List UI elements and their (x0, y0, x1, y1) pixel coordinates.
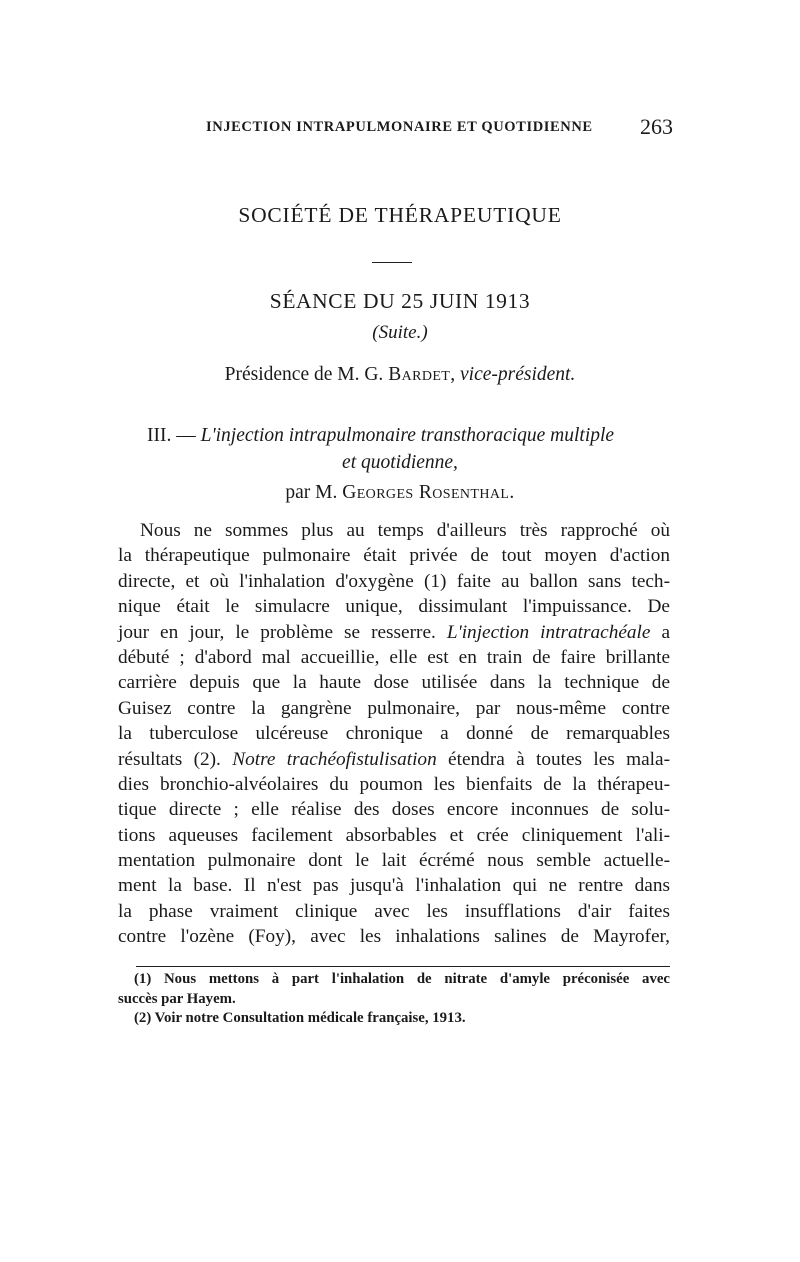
body-line: nique était le simulacre unique, dissimulant l'impuissance. De (118, 596, 670, 618)
body-line: tions aqueuses facilement absorbables et crée cliniquement l'ali- (118, 824, 670, 846)
body-line: Guisez contre la gangrène pulmonaire, par nous-même contre (118, 697, 670, 719)
running-header (118, 112, 673, 142)
body-line (118, 747, 670, 772)
footnotes (118, 970, 670, 1029)
presidency-line: Présidence de M. G. Bardet, vice-président. (224, 364, 576, 385)
body-line: tique directe ; elle réalise des doses encore inconnues de solu- (118, 799, 670, 821)
body-line-segment: a (661, 621, 671, 643)
running-title: INJECTION INTRAPULMONAIRE ET QUOTIDIENNE (206, 119, 593, 135)
body-line-segment: étendra à toutes les mala- (448, 748, 670, 770)
emphasis-tracheofistulisation: Notre trachéofistulisation (232, 748, 437, 770)
footnote-1-line-1: (1) Nous mettons à part l'inhalation de nitrate d'amyle préconisée avec (134, 971, 670, 987)
body-line: contre l'ozène (Foy), avec les inhalations salines de Mayrofer, (118, 926, 670, 948)
body-line: mentation pulmonaire dont le lait écrémé nous semble actuelle- (118, 850, 670, 872)
body-line: la tuberculose ulcéreuse chronique a donné de remarquables (118, 723, 670, 745)
article-title-text-1: L'injection intrapulmonaire transthoracique multiple (200, 425, 615, 446)
body-line-segment: jour en jour, le problème se resserre. (118, 621, 436, 643)
section-divider (372, 262, 412, 263)
body-line: la phase vraiment clinique avec les insufflations d'air faites (118, 900, 670, 922)
author-prefix: par M. (285, 482, 343, 503)
session-continued: (Suite.) (372, 322, 428, 343)
society-heading: SOCIÉTÉ DE THÉRAPEUTIQUE (238, 203, 562, 227)
body-line: débuté ; d'abord mal accueillie, elle est en train de faire brillante (118, 646, 670, 668)
emphasis-intratracheale: L'injection intratrachéale (446, 621, 651, 643)
body-line: la thérapeutique pulmonaire était privée de tout moyen d'action (118, 545, 670, 567)
article-title (120, 422, 680, 476)
body-line: directe, et où l'inhalation d'oxygène (1) faite au ballon sans tech- (118, 570, 670, 592)
presidency-prefix: Présidence de M. G. (224, 364, 389, 385)
footnote-2: (2) Voir notre Consultation médicale française, 1913. (134, 1010, 466, 1026)
author-name: Georges Rosenthal. (342, 482, 515, 503)
president-name: Bardet (388, 364, 451, 385)
author-line (0, 478, 800, 508)
body-line: carrière depuis que la haute dose utilisée dans la technique de (118, 672, 670, 694)
footnote-divider (136, 966, 670, 967)
body-line (118, 620, 670, 645)
article-title-line-2: et quotidienne, (342, 452, 458, 473)
body-line-segment: résultats (2). (118, 748, 221, 770)
body-line: ment la base. Il n'est pas jusqu'à l'inhalation qui ne rentre dans (118, 875, 670, 897)
session-heading: SÉANCE DU 25 JUIN 1913 (269, 289, 531, 313)
footnote-1-line-2: succès par Hayem. (118, 990, 236, 1007)
body-line: Nous ne sommes plus au temps d'ailleurs très rapproché où (140, 520, 670, 541)
president-role: vice-président. (460, 364, 576, 385)
page-number: 263 (640, 114, 673, 139)
article-title-line-1 (120, 422, 680, 449)
article-number: III. — (147, 425, 201, 446)
body-paragraph (118, 518, 670, 950)
body-line: dies bronchio-alvéolaires du poumon les bienfaits de la thérapeu- (118, 773, 670, 795)
